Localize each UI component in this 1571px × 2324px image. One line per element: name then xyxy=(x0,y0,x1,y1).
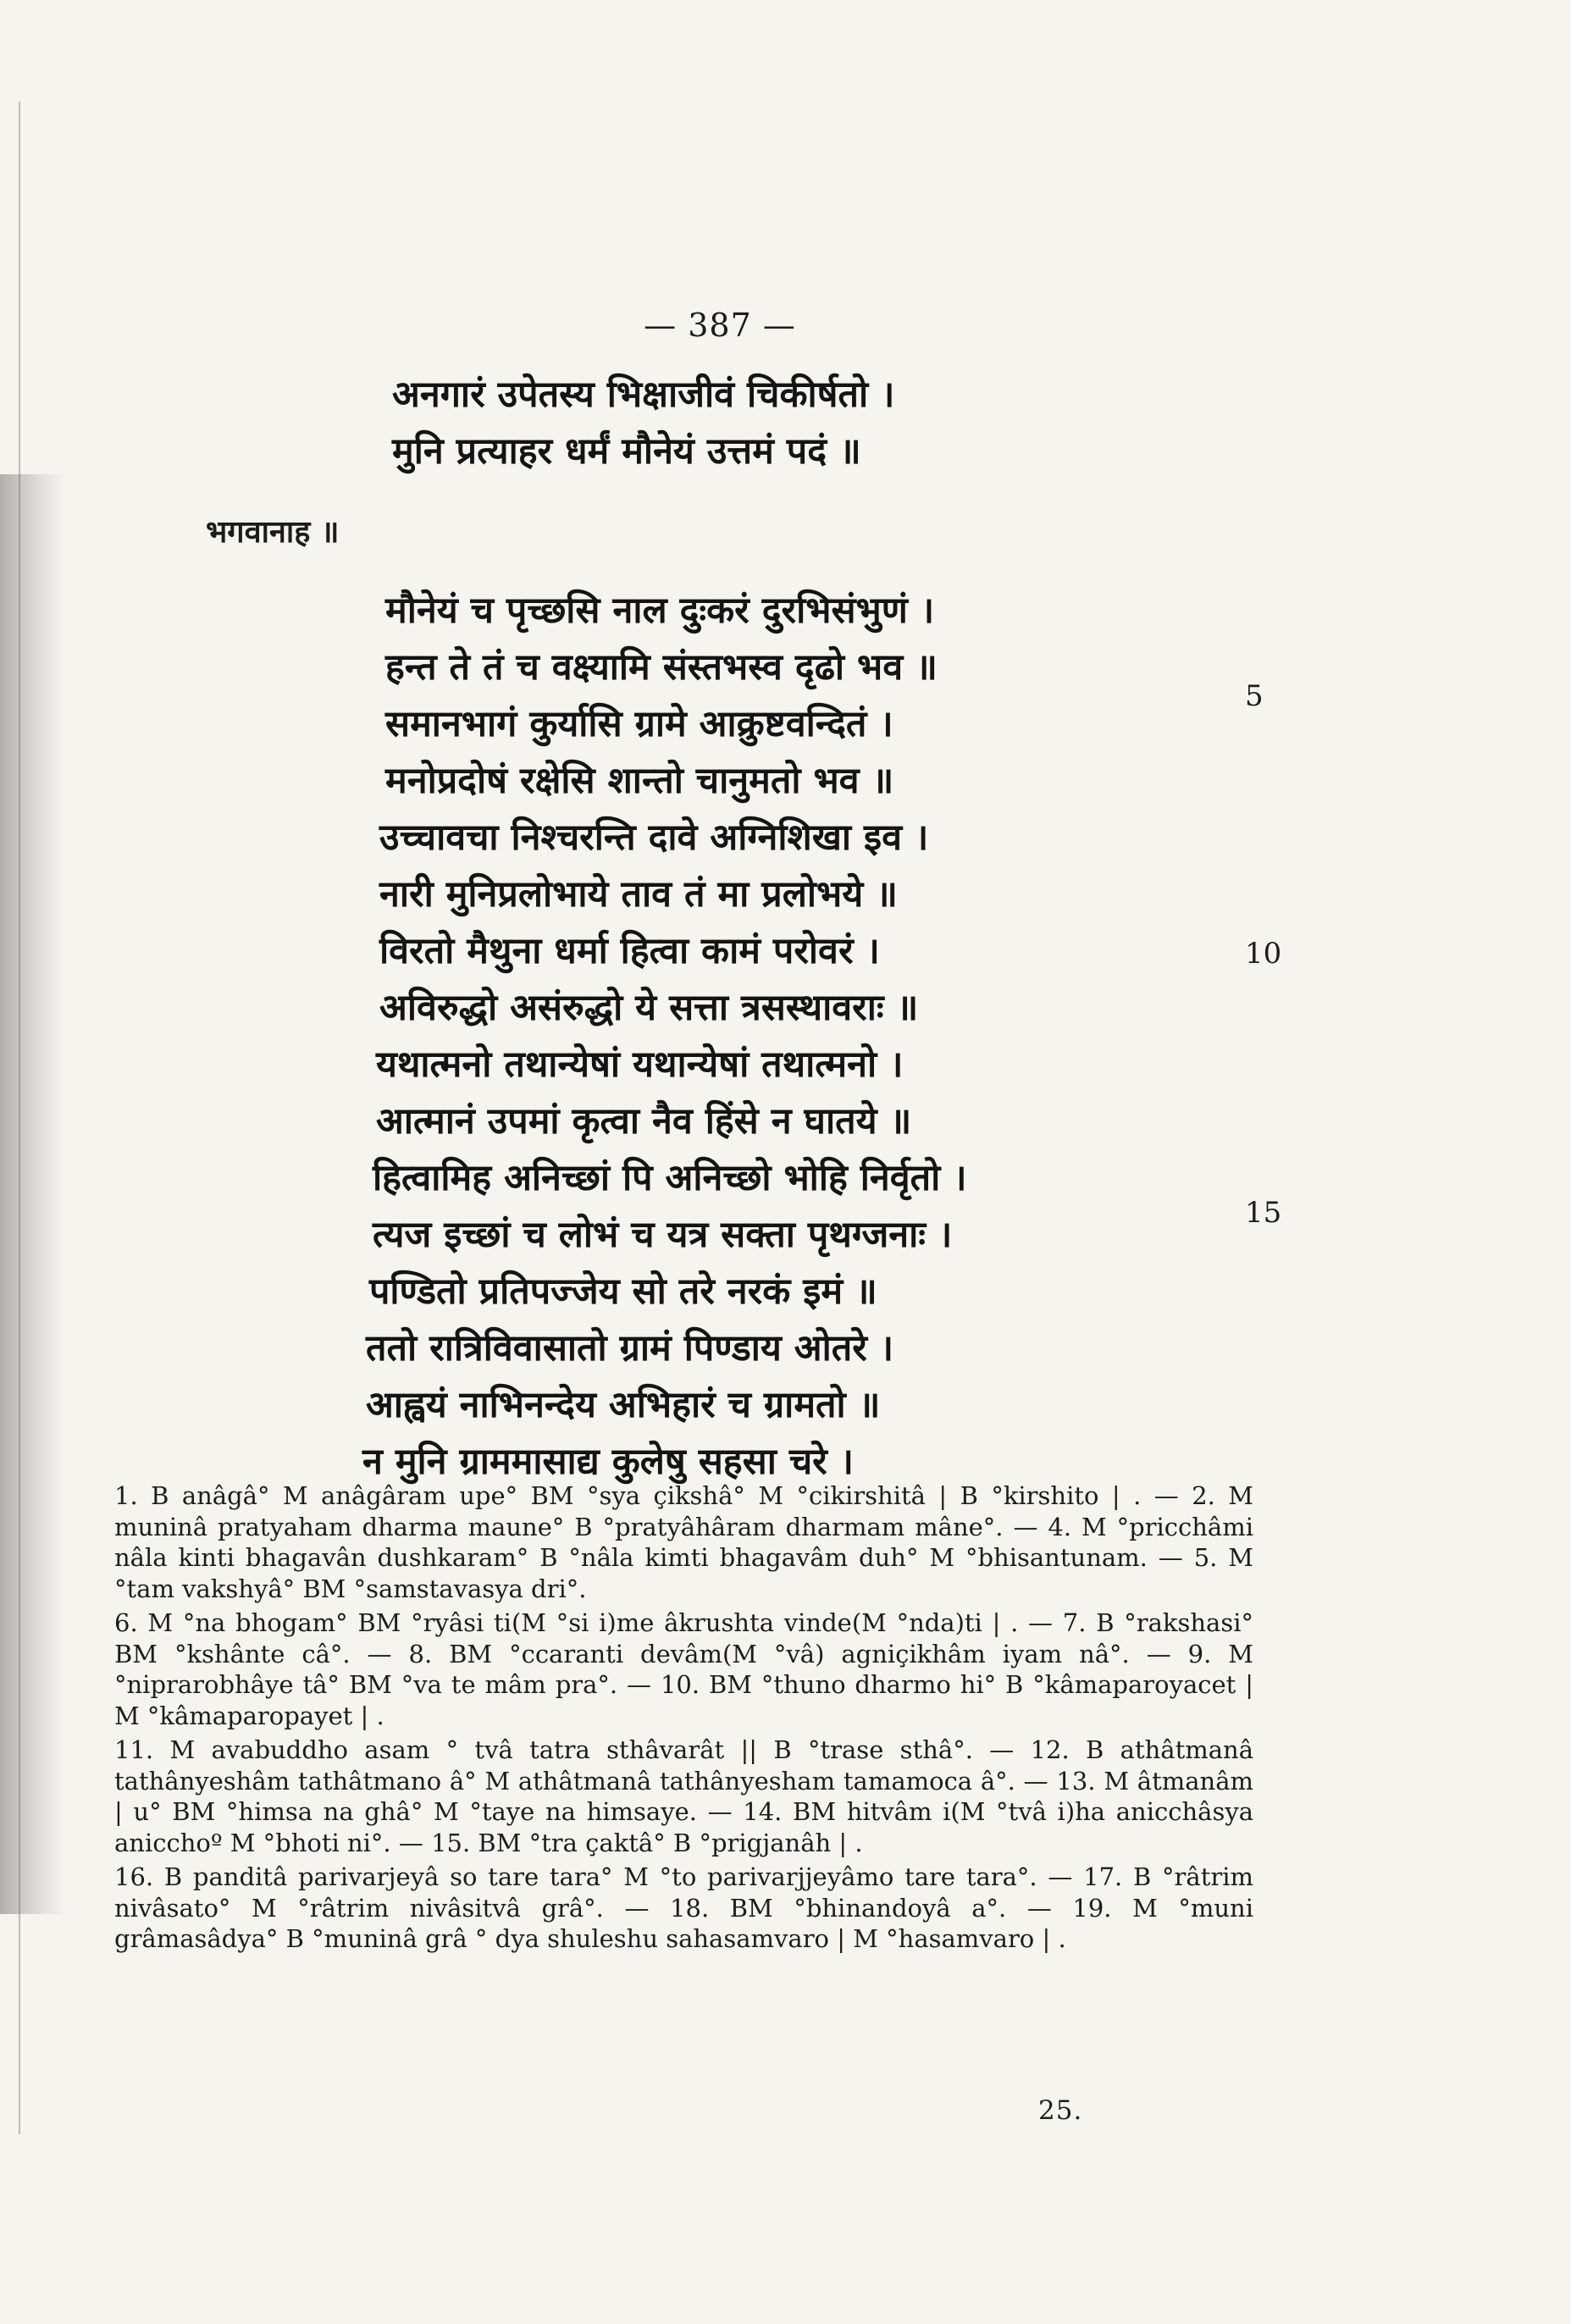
critical-apparatus xyxy=(114,1480,1253,1958)
page-number: — 387 — xyxy=(644,307,796,344)
verse-line: समानभागं कुर्यासि ग्रामे आक्रुष्टवन्दितं । xyxy=(385,703,893,745)
opening-verse-line: मुनि प्रत्याहर धर्मं मौनेयं उत्तमं पदं ॥ xyxy=(392,430,861,473)
verse-line: मनोप्रदोषं रक्षेसि शान्तो चानुमतो भव ॥ xyxy=(385,760,894,802)
line-marker: 10 xyxy=(1245,937,1282,971)
verse-line: त्यज इच्छां च लोभं च यत्र सक्ता पृथग्जनाः । xyxy=(373,1214,953,1256)
verse-line: नारी मुनिप्रलोभाये ताव तं मा प्रलोभये ॥ xyxy=(379,873,898,916)
line-marker: 15 xyxy=(1245,1196,1282,1230)
verse-line: न मुनि ग्राममासाद्य कुलेषु सहसा चरे । xyxy=(362,1441,854,1483)
verse-line: विरतो मैथुना धर्मा हित्वा कामं परोवरं । xyxy=(379,930,880,972)
scan-margin-shadow xyxy=(0,474,66,1914)
verse-line: मौनेयं च पृच्छसि नाल दुःकरं दुरभिसंभुणं । xyxy=(385,589,935,632)
speaker-heading: भगवानाह ॥ xyxy=(206,515,340,550)
note-paragraph: 6. M °na bhogam° BM °ryâsi ti(M °si i)me âkrushta vinde(M °nda)ti | . — 7. B °rakshasi° BM °kshânte câ°. — 8. BM °ccaranti devâm(M °vâ) agniçikhâm iyam nâ°. — 9. M °niprarobhâye tâ° BM °va te mâm pra°. — 10. BM °thuno dharmo hi° B °kâmaparoyacet | M °kâmaparopayet | . xyxy=(114,1608,1253,1730)
verse-line: हन्त ते तं च वक्ष्यामि संस्तभस्व दृढो भव ॥ xyxy=(385,646,938,689)
note-paragraph: 16. B panditâ parivarjeyâ so tare tara° M °to parivarjjeyâmo tare tara°. — 17. B °râtrim nivâsato° M °râtrim nivâsitvâ grâ°. — 18. BM °bhinandoyâ a°. — 19. M °muni grâmasâdya° B °muninâ grâ ° dya shuleshu sahasamvaro | M °hasamvaro | . xyxy=(114,1862,1253,1953)
verse-line: अविरुद्धो असंरुद्धो ये सत्ता त्रसस्थावराः ॥ xyxy=(379,987,919,1029)
verse-line: ततो रात्रिविवासातो ग्रामं पिण्डाय ओतरे । xyxy=(366,1327,894,1370)
line-marker: 5 xyxy=(1245,679,1264,713)
note-paragraph: 11. M avabuddho asam ° tvâ tatra sthâvarât || B °trase sthâ°. — 12. B athâtmanâ tathânyeshâm tathâtmano â° M athâtmanâ tathânyesham tamamoca â°. — 13. M âtmanâm | u° BM °himsa na ghâ° M °taye na himsaye. — 14. BM hitvâm i(M °tvâ i)ha anicchâsya anicchoº M °bhoti ni°. — 15. BM °tra çaktâ° B °prigjanâh | . xyxy=(114,1735,1253,1857)
signature-mark: 25. xyxy=(1038,2095,1083,2126)
verse-line: आत्मानं उपमां कृत्वा नैव हिंसे न घातये ॥ xyxy=(376,1100,912,1143)
verse-line: यथात्मनो तथान्येषां यथान्येषां तथात्मनो । xyxy=(376,1043,904,1086)
note-paragraph: 1. B anâgâ° M anâgâram upe° BM °sya çikshâ° M °cikirshitâ | B °kirshito | . — 2. M muninâ pratyaham dharma maune° B °pratyâhâram dharmam mâne°. — 4. M °pricchâmi nâla kinti bhagavân dushkaram° B °nâla kimti bhagavâm duh° M °bhisantunam. — 5. M °tam vakshyâ° BM °samstavasya dri°. xyxy=(114,1481,1253,1603)
verse-line: उच्चावचा निश्चरन्ति दावे अग्निशिखा इव । xyxy=(379,816,929,859)
opening-verse-line: अनगारं उपेतस्य भिक्षाजीवं चिकीर्षतो । xyxy=(392,374,895,416)
verse-line: पण्डितो प्रतिपज्जेय सो तरे नरकं इमं ॥ xyxy=(369,1270,877,1313)
scan-edge-line xyxy=(19,102,20,2134)
verse-line: आह्वयं नाभिनन्देय अभिहारं च ग्रामतो ॥ xyxy=(366,1384,881,1426)
verse-line: हित्वामिह अनिच्छां पि अनिच्छो भोहि निर्वृतो । xyxy=(373,1157,967,1199)
